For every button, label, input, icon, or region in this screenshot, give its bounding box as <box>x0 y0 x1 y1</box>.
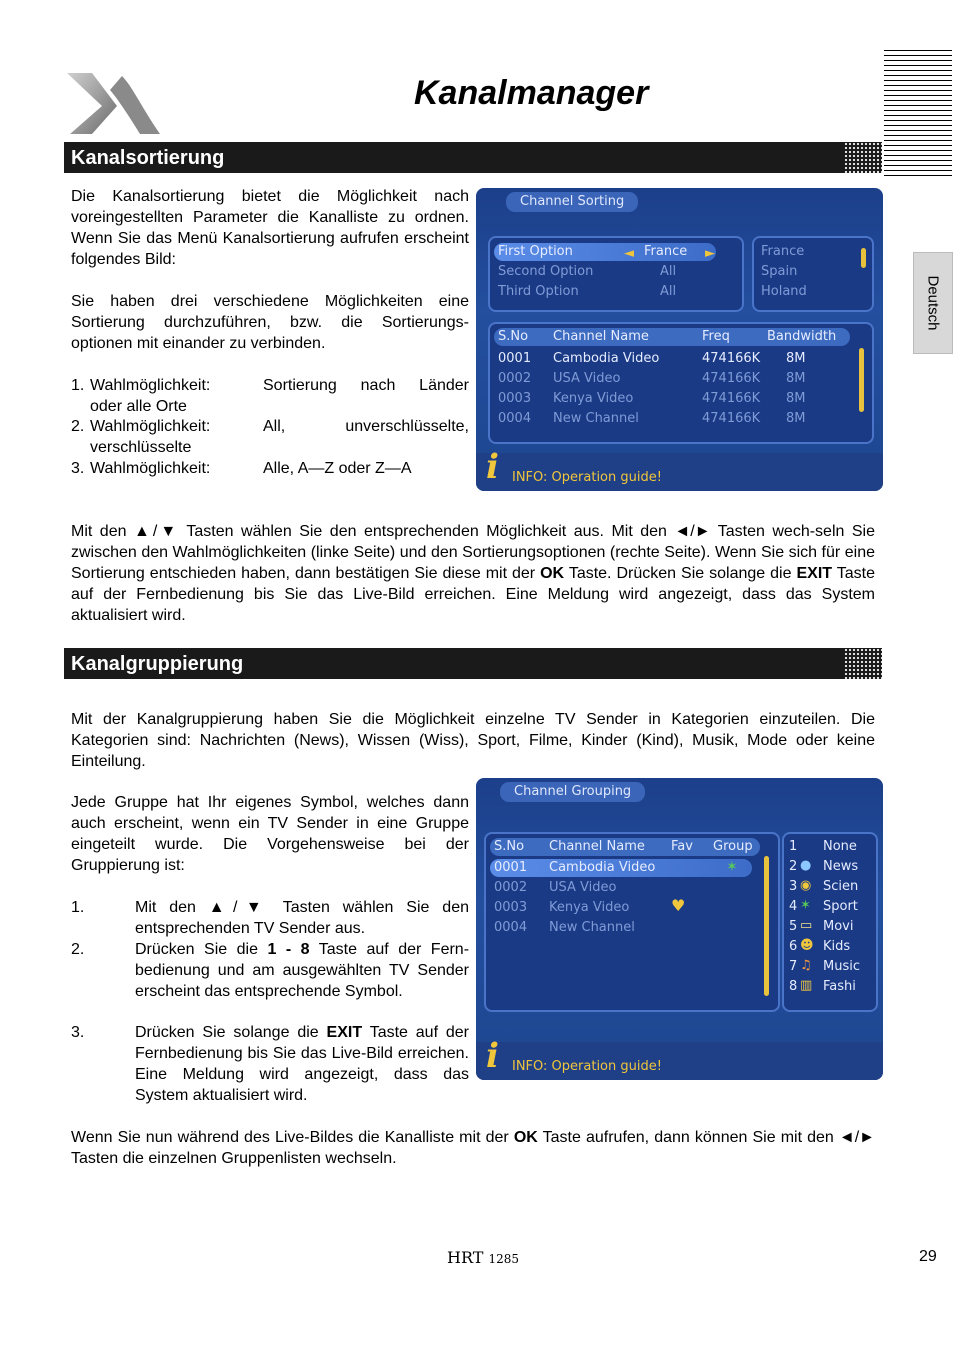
row-sno: 0001 <box>494 860 528 875</box>
group-number: 6 <box>789 939 798 954</box>
row-channel-name: New Channel <box>553 411 639 426</box>
header-sno: S.No <box>494 839 525 854</box>
step-text <box>135 939 469 1002</box>
row-sno: 0002 <box>494 880 528 895</box>
step-text <box>135 1022 469 1106</box>
option-name: Wahlmöglichkeit: <box>90 418 211 435</box>
header-channel-name: Channel Name <box>549 839 645 854</box>
channel-sorting-screenshot <box>476 188 883 491</box>
x-logo <box>62 68 162 138</box>
row-sno: 0002 <box>498 371 532 386</box>
info-icon: i <box>486 1036 499 1076</box>
row-bandwidth: 8M <box>786 371 806 386</box>
scrollbar <box>861 248 866 268</box>
group-number: 1 <box>789 839 798 854</box>
row-sno: 0003 <box>494 900 528 915</box>
option-number: 3. <box>71 460 85 477</box>
info-text: INFO: Operation guide! <box>512 1059 662 1074</box>
row-sno: 0004 <box>498 411 532 426</box>
option-number: 1. <box>71 377 85 394</box>
header-bandwidth: Bandwidth <box>767 329 837 344</box>
step-number: 1. <box>71 899 85 916</box>
row-channel-name: Cambodia Video <box>549 860 656 875</box>
section2-intro: Mit der Kanalgruppierung haben Sie die Möglichkeit einzelne TV Sender in Kategorien einzuteilen. Die Kategorien sind: Nachrichten (News), Wissen (Wiss), Sport, Filme, Kinder (Kind), Musik, Mode oder keine Einteilung. <box>71 711 875 770</box>
group-number: 2 <box>789 859 798 874</box>
row-channel-name: Kenya Video <box>553 391 634 406</box>
option-value: All <box>660 284 677 299</box>
option-label: Third Option <box>498 284 579 299</box>
group-name: Kids <box>823 939 851 954</box>
step-number: 3. <box>71 1024 85 1041</box>
option-value: All <box>660 264 677 279</box>
section-heading-label: Kanalgruppierung <box>71 653 244 675</box>
row-bandwidth: 8M <box>786 411 806 426</box>
body-text: Taste auf der Fernbedienung bis Sie das Live-Bild erreichen. Eine Meldung wird angezeigt, dass das System aktualisiert wird. <box>71 565 876 624</box>
step-text-part: Drücken Sie solange die <box>135 1024 319 1041</box>
option-value: Alle, A—Z oder Z—A <box>263 460 412 477</box>
info-icon: i <box>486 447 499 487</box>
brand-name: HRT <box>447 1248 484 1267</box>
body-text: Wenn Sie nun während des Live-Bildes die Kanalliste mit der <box>71 1129 509 1146</box>
option-label: Second Option <box>498 264 594 279</box>
section-dots-decoration <box>844 648 882 679</box>
ok-key: OK <box>540 565 565 582</box>
section-dots-decoration <box>844 142 882 173</box>
section-heading-kanalgruppierung <box>64 648 882 679</box>
step-text <box>135 897 469 939</box>
group-name: News <box>823 859 859 874</box>
section-heading-kanalsortierung <box>64 142 882 173</box>
info-bar <box>476 1036 883 1080</box>
option-continuation: oder alle Orte <box>90 398 187 415</box>
group-name: Scien <box>823 879 859 894</box>
option-name: Wahlmöglichkeit: <box>90 460 211 477</box>
fashion-icon: ▥ <box>800 978 813 993</box>
section1-body <box>71 521 875 626</box>
channel-grouping-screenshot <box>476 778 883 1080</box>
option-row <box>71 375 469 417</box>
section2-closing <box>71 1127 875 1169</box>
body-text: Taste. Drücken Sie solange die <box>568 565 792 582</box>
section-heading-label: Kanalsortierung <box>71 147 225 169</box>
science-icon: ◉ <box>800 878 812 893</box>
row-channel-name: USA Video <box>549 880 617 895</box>
option-value: All, unverschlüsselte, <box>263 418 469 435</box>
section1-intro: Die Kanalsortierung bietet die Möglichkeit nach voreingestellten Parameter die Kanalliste zu ordnen. Wenn Sie das Menü Kanalsortierung aufrufen erscheint folgendes Bild: <box>71 188 469 268</box>
info-bar <box>476 447 883 491</box>
option-value: France <box>644 244 688 259</box>
option-value: Sortierung nach Länder <box>263 377 469 394</box>
scrollbar <box>764 856 769 996</box>
section1-para2: Sie haben drei verschiedene Möglichkeiten eine Sortierung durchzuführen, bzw. die Sortierungs-optionen mit einander zu verbinden. <box>71 293 469 352</box>
group-number: 8 <box>789 979 798 994</box>
option-name: Wahlmöglichkeit: <box>90 377 211 394</box>
film-icon: ▭ <box>800 918 813 933</box>
country-item: Spain <box>761 264 798 279</box>
header-freq: Freq <box>702 329 730 344</box>
step-text-part: Taste auf der Fernbedienung bis Sie das Live-Bild erreichen. Eine Meldung wird angezeigt, dass das System aktualisiert wird. <box>135 1024 470 1104</box>
model-number: 1285 <box>488 1252 520 1266</box>
group-name: Movi <box>823 919 854 934</box>
row-bandwidth: 8M <box>786 391 806 406</box>
info-text: INFO: Operation guide! <box>512 470 662 485</box>
group-number: 4 <box>789 899 798 914</box>
header-fav: Fav <box>671 839 693 854</box>
step-text-part: Mit den ▲/▼ Tasten wählen Sie den entsprechenden TV Sender aus. <box>135 899 469 937</box>
language-tab <box>913 252 953 354</box>
group-name: None <box>823 839 857 854</box>
country-item: Holand <box>761 284 807 299</box>
row-channel-name: USA Video <box>553 371 621 386</box>
header-channel-name: Channel Name <box>553 329 649 344</box>
option-number: 2. <box>71 418 85 435</box>
scrollbar <box>859 348 864 412</box>
option-row <box>71 416 469 458</box>
row-freq: 474166K <box>702 371 761 386</box>
sport-icon: ✶ <box>800 898 811 913</box>
row-channel-name: Cambodia Video <box>553 351 660 366</box>
language-tab-label: Deutsch <box>924 275 942 331</box>
group-name: Music <box>823 959 860 974</box>
row-sno: 0003 <box>498 391 532 406</box>
country-item: France <box>761 244 805 259</box>
group-name: Fashi <box>823 979 856 994</box>
row-freq: 474166K <box>702 411 761 426</box>
group-number: 7 <box>789 959 798 974</box>
right-arrow-icon: ► <box>705 246 715 261</box>
music-icon: ♫ <box>800 958 812 973</box>
option-label: First Option <box>498 244 573 259</box>
group-number: 3 <box>789 879 798 894</box>
row-sno: 0001 <box>498 351 532 366</box>
row-channel-name: New Channel <box>549 920 635 935</box>
body-text: Mit den ▲/▼ Tasten wählen Sie den entsprechenden Möglichkeit aus. Mit den ◄/► Tasten wech-seln Sie zwischen den Wahlmöglichkeiten (linke Seite) und den Sortierungsoptionen (rechte Seite). Wenn Sie sich für eine Sortierung entschieden haben, dann bestätigen Sie diese mit der <box>71 523 875 582</box>
kids-icon: ☻ <box>800 938 814 953</box>
group-number: 5 <box>789 919 798 934</box>
row-freq: 474166K <box>702 351 761 366</box>
group-name: Sport <box>823 899 858 914</box>
option-continuation: verschlüsselte <box>90 439 192 456</box>
body-text: Taste aufrufen, dann können Sie mit den ◄/► Tasten die einzelnen Gruppenlisten wechseln. <box>71 1129 876 1167</box>
option-row <box>71 458 469 479</box>
page-number: 29 <box>919 1248 937 1265</box>
step-text-part: Taste auf der Fern-bedienung und am ausgewählten TV Sender erscheint das entsprechende Symbol. <box>135 941 470 1000</box>
section2-para2: Jede Gruppe hat Ihr eigenes Symbol, welches dann auch erscheint, wenn ein TV Sender in eine Gruppe eingeteilt wurde. Die Vorgehensweise bei der Gruppierung ist: <box>71 794 469 874</box>
header-group: Group <box>713 839 753 854</box>
osd-title: Channel Sorting <box>506 192 638 212</box>
row-bandwidth: 8M <box>786 351 806 366</box>
left-arrow-icon: ◄ <box>624 246 634 261</box>
ok-key: OK <box>513 1129 538 1146</box>
sport-icon: ✶ <box>726 859 738 875</box>
osd-title: Channel Grouping <box>500 782 645 802</box>
step-number: 2. <box>71 941 85 958</box>
row-channel-name: Kenya Video <box>549 900 630 915</box>
step-key: EXIT <box>326 1024 363 1041</box>
heart-icon: ♥ <box>671 896 686 915</box>
step-text-part: Drücken Sie die <box>135 941 259 958</box>
footer-brand <box>447 1248 519 1267</box>
row-sno: 0004 <box>494 920 528 935</box>
step-key: 1 - 8 <box>267 941 310 958</box>
decorative-lines <box>884 50 952 178</box>
page-title: Kanalmanager <box>414 74 649 112</box>
globe-icon: ● <box>800 858 812 873</box>
exit-key: EXIT <box>796 565 833 582</box>
header-sno: S.No <box>498 329 529 344</box>
row-freq: 474166K <box>702 391 761 406</box>
